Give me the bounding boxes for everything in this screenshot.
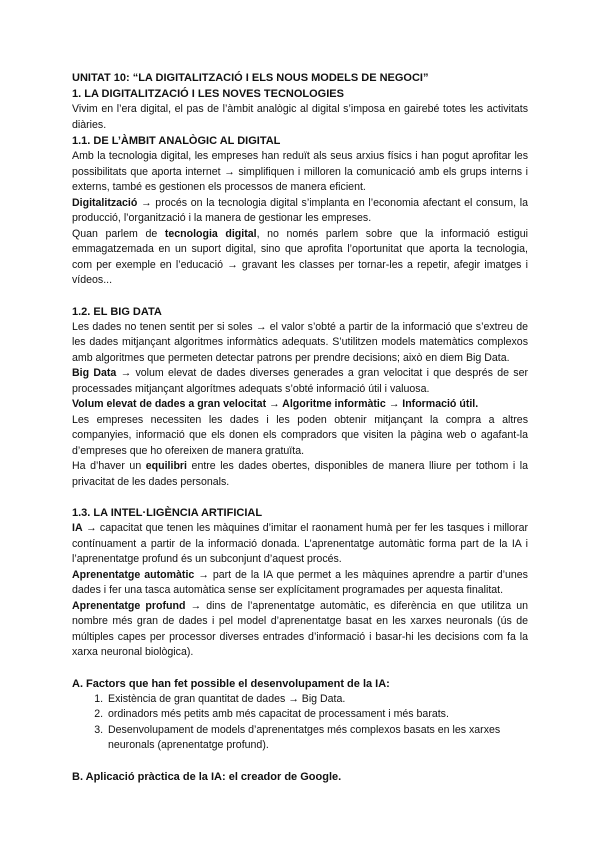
section-1-heading: 1. LA DIGITALITZACIÓ I LES NOVES TECNOLOGIES — [72, 88, 344, 100]
document-page — [72, 70, 528, 785]
definition-big-data: → volum elevat de dades diverses generades a gran velocitat i que després de ser processades mitjançant algorítmes adequats s’obté informació útil i valuosa. — [72, 367, 528, 395]
section-1-3-heading: 1.3. LA INTEL·LIGÈNCIA ARTIFICIAL — [72, 507, 263, 519]
section-1-3-paragraph-1 — [72, 521, 528, 568]
list-item: 1. Existència de gran quantitat de dades → Big Data. — [106, 692, 528, 708]
section-1-2-summary — [72, 397, 528, 413]
section-1-2-heading: 1.2. EL BIG DATA — [72, 305, 162, 318]
factors-list — [72, 692, 528, 754]
term-aprenentatge-automatic: Aprenentatge automàtic — [72, 568, 195, 581]
text-fragment: , no només parlem sobre que la informació estigui emmagatzemada en un suport digital, sino que aprofita l’oportunitat que aporta la tecnologia, com per exemple en l’educació → gravant les classes per tornar-les a repetir, afegir imatges i vídeos... — [72, 227, 528, 286]
section-1-3-paragraph-2 — [72, 568, 528, 599]
big-data-flow: Volum elevat de dades a gran velocitat → Algoritme informàtic → Informació útil. — [72, 398, 479, 410]
definition-aprenentatge-automatic: → part de la IA que permet a les màquines aprendre a partir d’unes dades i fer una tasca automàtica sense ser explícitament programades per aquesta finalitat. — [72, 568, 528, 596]
spacer — [72, 490, 528, 505]
section-1-2-paragraph-5 — [72, 459, 528, 490]
spacer — [72, 754, 528, 769]
definition-ia: → capacitat que tenen les màquines d’imitar el raonament humà per fer les tasques i millorar contínuament a partir de la informació donada. L’aprenentatge automàtic forma part de la IA i l’aprenentatge profund és un subconjunt d’aquest procés. — [72, 522, 528, 565]
section-1-1-paragraph-2 — [72, 196, 528, 227]
term-ia: IA — [72, 522, 83, 534]
text-fragment: Quan parlem de — [72, 227, 165, 240]
term-digitalitzacio: Digitalització — [72, 196, 138, 209]
spacer — [72, 289, 528, 304]
section-1-2-paragraph-2 — [72, 366, 528, 397]
spacer — [72, 661, 528, 676]
subsection-b-heading: B. Aplicació pràctica de la IA: el creador de Google. — [72, 770, 342, 783]
list-item: 2. ordinadors més petits amb més capacitat de processament i més barats. — [106, 707, 528, 723]
section-1-3-paragraph-3 — [72, 599, 528, 661]
text-fragment: Ha d’haver un — [72, 460, 146, 472]
definition-aprenentatge-profund: → dins de l’aprenentatge automàtic, es diferència en que utilitza un nombre més gran de dades i pel model d’aprenentatge basat en les xarxes neuronals (ús de múltiples capes per processor diverses entrades d’informació i basar-hi les decisions com fa la xarxa neuronal biològica). — [72, 599, 528, 658]
unit-title: UNITAT 10: “LA DIGITALITZACIÓ I ELS NOUS MODELS DE NEGOCI” — [72, 72, 429, 84]
section-1-1-heading: 1.1. DE L’ÀMBIT ANALÒGIC AL DIGITAL — [72, 135, 281, 147]
term-tecnologia-digital: tecnologia digital — [164, 227, 257, 240]
section-1-intro: Vivim en l’era digital, el pas de l’àmbit analògic al digital s’imposa en gairebé totes les activitats diàries. — [72, 103, 528, 131]
section-1-1-paragraph-3 — [72, 227, 528, 289]
text-fragment: entre les dades obertes, disponibles de manera lliure per tothom i la privacitat de les dades personals. — [72, 460, 528, 488]
term-aprenentatge-profund: Aprenentatge profund — [72, 599, 186, 612]
list-item: 3. Desenvolupament de models d’aprenentatges més complexos basats en les xarxes neuronals (aprenentatge profund). — [106, 723, 528, 754]
section-1-2-paragraph-4: Les empreses necessiten les dades i les poden obtenir mitjançant la compra a altres companyies, informació que els donen els compradors que visiten la pàgina web o agafant-la d’empreses que ho ofereixen de manera gratuïta. — [72, 413, 528, 457]
definition-digitalitzacio: → procés on la tecnologia digital s’implanta en l’economia afectant el consum, la producció, l’organització i la manera de gestionar les empreses. — [72, 196, 528, 224]
term-equilibri: equilibri — [145, 460, 187, 472]
subsection-a-heading: A. Factors que han fet possible el desenvolupament de la IA: — [72, 677, 390, 690]
term-big-data: Big Data — [72, 367, 117, 379]
section-1-2-paragraph-1: Les dades no tenen sentit per si soles → el valor s’obté a partir de la informació que s’extreu de les dades mitjançant algoritmes informàtics adequats. S’utilitzen models matemàtics complexos amb algoritmes que permeten detectar patrons per prendre decisions; això en diem Big Data. — [72, 320, 528, 364]
section-1-1-paragraph-1: Amb la tecnologia digital, les empreses han reduït als seus arxius físics i han pogut aprofitar les possibilitats que aporta internet → simplifiquen i milloren la comunicació amb els grups interns i externs, també es gestionen els processos de manera eficient. — [72, 150, 528, 193]
